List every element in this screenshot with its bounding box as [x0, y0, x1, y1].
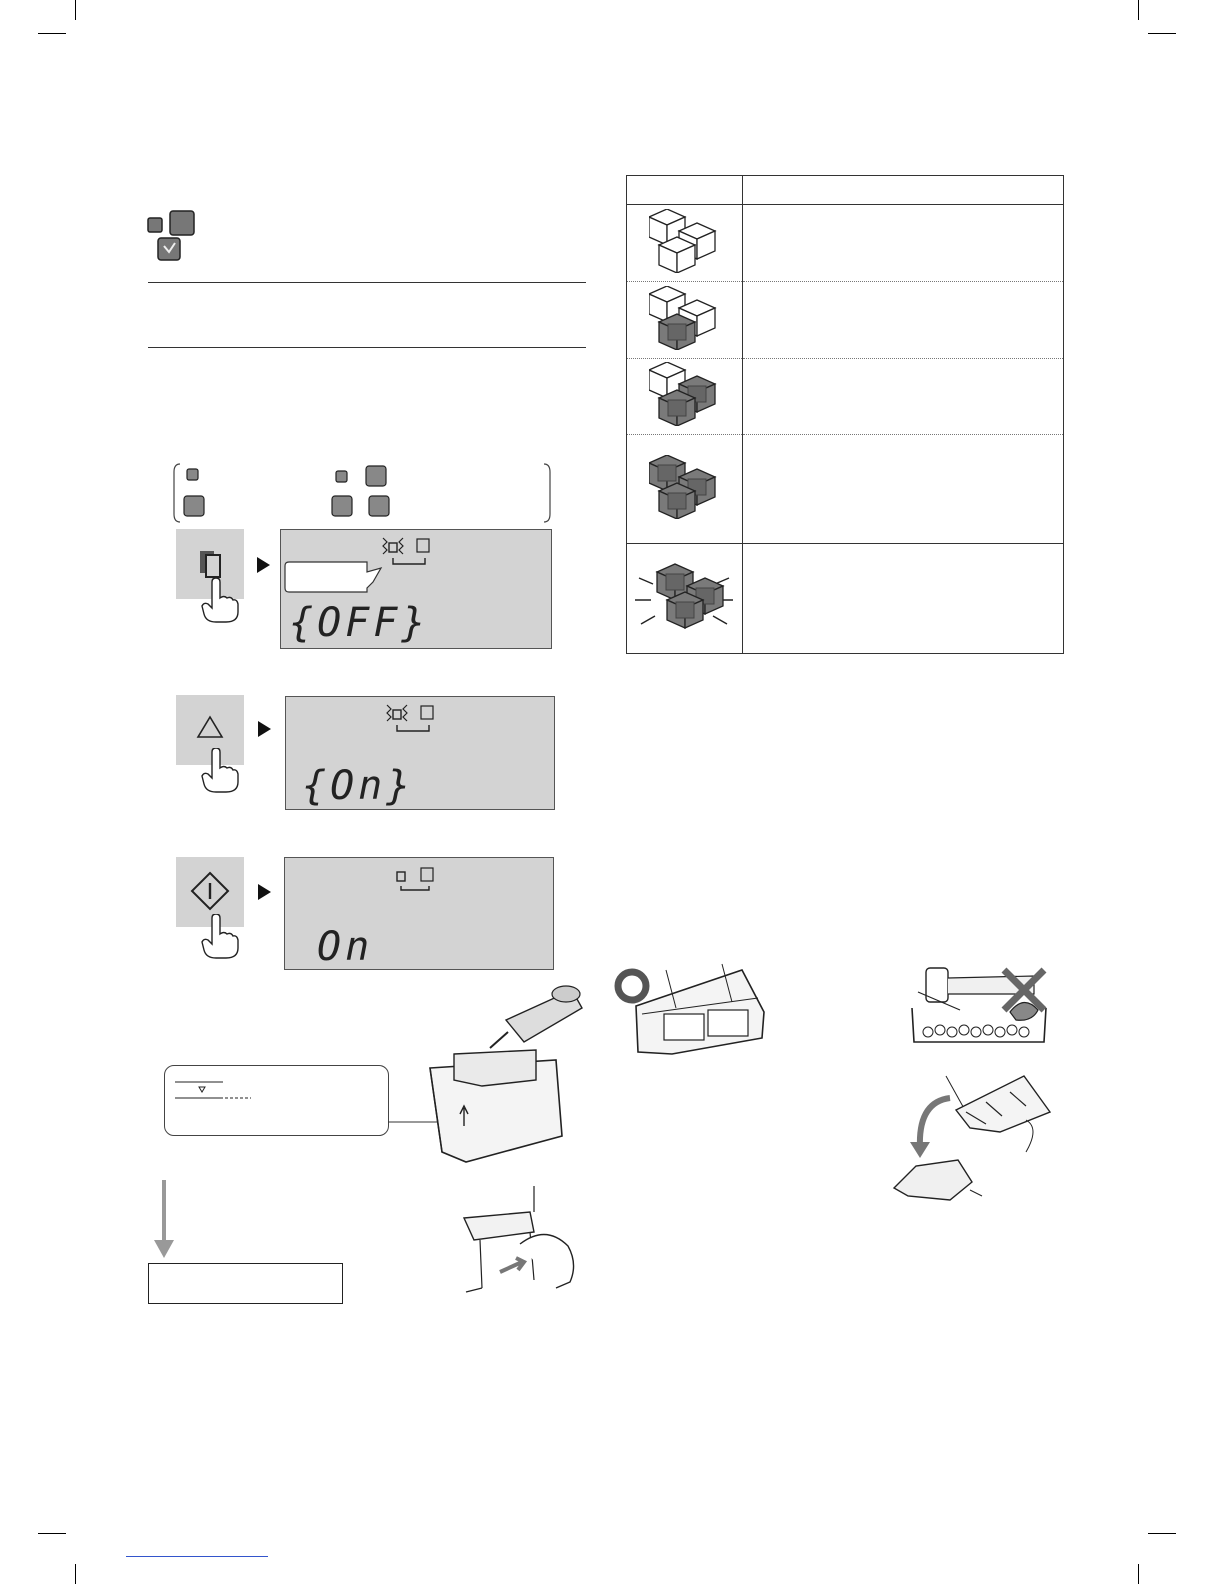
ice-indicator-icon [379, 534, 439, 570]
ice-size-legend [172, 462, 552, 524]
table-row [627, 205, 1064, 282]
footer-link[interactable] [126, 1556, 268, 1557]
section-rule [148, 347, 586, 348]
display-value: On [317, 924, 374, 970]
down-arrow [152, 1180, 176, 1260]
ice-level-full-blinking-icon [629, 556, 739, 636]
ice-indicator-icon [383, 701, 443, 737]
water-level-mark-icon [173, 1078, 253, 1108]
callout-bubble [283, 558, 383, 598]
crop-mark [1148, 33, 1176, 34]
ice-cube [667, 592, 703, 628]
level-description [742, 359, 1063, 435]
ice-level-0-icon [649, 209, 719, 273]
display-value: {OFF} [289, 600, 430, 646]
ice-cube [659, 390, 695, 426]
ice-indicator-icon [393, 864, 443, 894]
ice-cube [659, 237, 695, 273]
next-arrow [258, 721, 271, 737]
crop-mark [38, 33, 66, 34]
ice-cubes-icon [144, 208, 200, 264]
control-display [285, 696, 555, 810]
ice-level-3-icon [649, 455, 719, 519]
level-description [742, 282, 1063, 359]
water-tank-illustration [386, 976, 586, 1166]
finger-press-icon [196, 578, 240, 624]
control-display [284, 857, 554, 970]
crop-mark [1148, 1533, 1176, 1534]
crop-mark [1138, 1564, 1139, 1584]
result-box [148, 1263, 343, 1304]
ice-cube [659, 483, 695, 519]
crop-mark [75, 1564, 76, 1584]
ice-maker-wrong-illustration [904, 964, 1054, 1048]
finger-press-icon [196, 914, 240, 960]
table-header-cell [742, 176, 1063, 205]
level-description [742, 205, 1063, 282]
next-arrow [258, 884, 271, 900]
ice-level-table [626, 175, 1064, 654]
table-header-cell [627, 176, 743, 205]
section-rule [148, 282, 586, 283]
next-arrow [257, 557, 270, 573]
ice-level-1-icon [649, 286, 719, 350]
level-description [742, 435, 1063, 544]
ice-level-2-icon [649, 362, 719, 426]
level-description [742, 544, 1063, 654]
ice-bucket-correct-illustration [612, 962, 772, 1058]
table-row [627, 359, 1064, 435]
ice-cube [659, 314, 695, 350]
correct-circle-icon [618, 972, 646, 1000]
control-display [280, 529, 552, 649]
crop-mark [1138, 0, 1139, 20]
table-row [627, 435, 1064, 544]
table-row [627, 282, 1064, 359]
crop-mark [38, 1533, 66, 1534]
dispenser-illustration [460, 1184, 584, 1296]
water-level-note [164, 1065, 389, 1136]
table-row [627, 544, 1064, 654]
display-value: {On} [302, 763, 415, 809]
finger-press-icon [196, 748, 240, 794]
ice-tray-removal-illustration [890, 1072, 1056, 1206]
crop-mark [75, 0, 76, 20]
